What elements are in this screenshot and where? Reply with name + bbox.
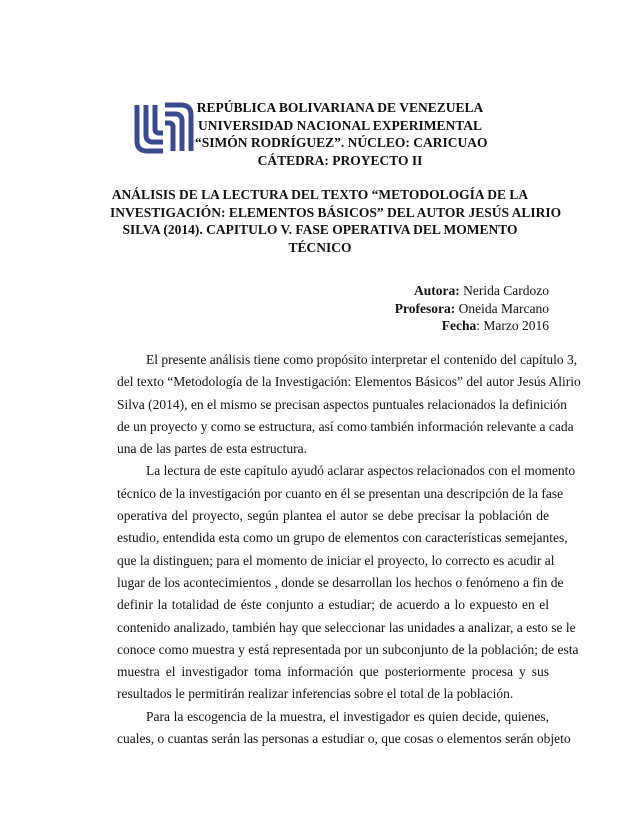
body-line: de un proyecto y como se estructura, así como también información relevante a cada [117, 418, 574, 434]
body-line: lugar de los acontecimientos , donde se desarrollan los hechos o fenómeno a fin de [117, 574, 564, 590]
header-line-2: UNIVERSIDAD NACIONAL EXPERIMENTAL [197, 117, 483, 133]
body-line: una de las partes de esta estructura. [117, 441, 308, 457]
title-line-4: TÉCNICO [288, 239, 352, 255]
document-title [110, 186, 562, 256]
professor-line [395, 300, 549, 318]
body-line: Silva (2014), en el mismo se precisan aspectos puntuales relacionados la definición [117, 396, 567, 412]
institution-header [195, 99, 488, 169]
body-text [117, 349, 581, 750]
header-line-3: “SIMÓN RODRÍGUEZ”. NÚCLEO: CARICUAO [195, 135, 488, 150]
body-line: definir la totalidad de éste conjunto a estudiar; de acuerdo a lo expuesto en el [117, 597, 549, 613]
date-line [395, 317, 549, 335]
body-line: conoce como muestra y está representada por un subconjunto de la población; de esta [117, 641, 579, 657]
body-line: cuales, o cuantas serán las personas a estudiar o, que cosas o elementos serán objeto [117, 731, 571, 747]
body-line: contenido analizado, también hay que seleccionar las unidades a analizar, a esto se le [117, 619, 576, 635]
title-line-1: ANÁLISIS DE LA LECTURA DEL TEXTO “METODOLOGÍA DE LA [111, 187, 529, 202]
body-line: técnico de la investigación por cuanto en él se presentan una descripción de la fase [117, 485, 564, 501]
body-line: resultados le permitirán realizar inferencias sobre el total de la población. [117, 686, 514, 702]
logo-mark [137, 105, 191, 151]
body-line: operativa del proyecto, según plantea el autor se debe precisar la población de [117, 508, 549, 524]
author-label: Autora: [414, 283, 460, 298]
title-line-2: INVESTIGACIÓN: ELEMENTOS BÁSICOS” DEL AUTOR JESÚS ALIRIO [110, 204, 562, 220]
body-line: muestra el investigador toma información que posteriormente procesa y sus [117, 664, 549, 680]
university-logo [133, 99, 195, 157]
body-line: estudio, entendida esta como un grupo de elementos con características semejantes, [117, 530, 568, 546]
header-line-4: CÁTEDRA: PROYECTO II [257, 152, 423, 168]
date-value: : Marzo 2016 [476, 318, 549, 333]
professor-name: Oneida Marcano [455, 300, 549, 316]
professor-label: Profesora: [394, 300, 456, 316]
header-line-1: REPÚBLICA BOLIVARIANA DE VENEZUELA [196, 100, 484, 115]
body-line: del texto “Metodología de la Investigación: Elementos Básicos” del autor Jesús Alirio [117, 374, 581, 390]
body-line: Para la escogencia de la muestra, el investigador es quien decide, quienes, [146, 708, 549, 724]
author-name: Nerida Cardozo [459, 283, 549, 298]
author-line [395, 282, 549, 300]
title-line-3: SILVA (2014). CAPITULO V. FASE OPERATIVA DEL MOMENTO [122, 222, 518, 237]
author-info [395, 282, 549, 335]
body-line: que la distinguen; para el momento de iniciar el proyecto, lo correcto es acudir al [117, 552, 555, 568]
body-line: El presente análisis tiene como propósito interpretar el contenido del capítulo 3, [146, 352, 578, 367]
date-label: Fecha [441, 318, 477, 333]
body-line: La lectura de este capítulo ayudó aclarar aspectos relacionados con el momento [146, 463, 576, 479]
